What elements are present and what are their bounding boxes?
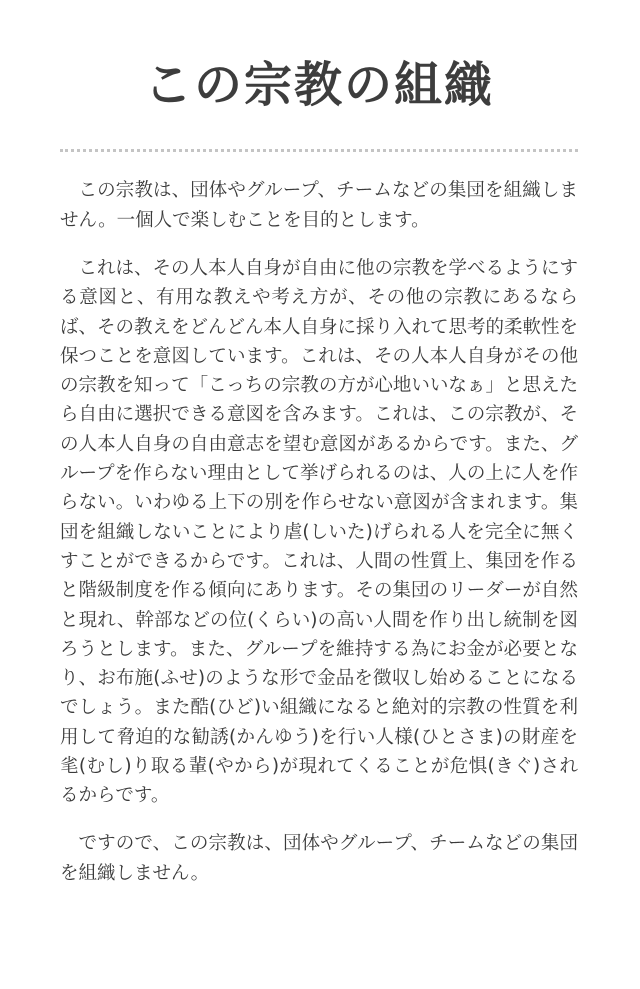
page-title: この宗教の組織 bbox=[143, 57, 494, 113]
paragraph-conclusion: ですので、この宗教は、団体やグループ、チームなどの集団を組織しません。 bbox=[60, 832, 578, 884]
dotted-divider bbox=[60, 149, 578, 152]
paragraph-reasons: これは、その人本人自身が自由に他の宗教を学べるようにする意図と、有用な教えや考え方が、その他の宗教にあるならば、その教えをどんどん本人自身に採り入れて思考的柔軟性を保つことを意図しています。これは、その人本人自身がその他の宗教を知って「こっちの宗教の方が心地いいなぁ」と思えたら自由に選択できる意図を含みます。これは、この宗教が、その人本人自身の自由意志を望む意図があるからです。また、グループを作らない理由として挙げられるのは、人の上に人を作らない。いわゆる上下の別を作らせない意図が含まれます。集団を組織しないことにより虐(しいた)げられる人を完全に無くすことができるからです。これは、人間の性質上、集団を作ると階級制度を作る傾向にあります。その集団のリーダーが自然と現れ、幹部などの位(くらい)の高い人間を作り出し統制を図ろうとします。また、グループを維持する為にお金が必要となり、お布施(ふせ)のような形で金品を徴収し始めることになるでしょう。また酷(ひど)い組織になると絶対的宗教の性質を利用して脅迫的な勧誘(かんゆう)を行い人様(ひとさま)の財産を毟(むし)り取る輩(やから)が現れてくることが危惧(きぐ)されるからです。 bbox=[60, 258, 579, 807]
article-body bbox=[60, 176, 578, 889]
paragraph-intro: この宗教は、団体やグループ、チームなどの集団を組織しません。一個人で楽しむことを目的とします。 bbox=[60, 180, 578, 231]
